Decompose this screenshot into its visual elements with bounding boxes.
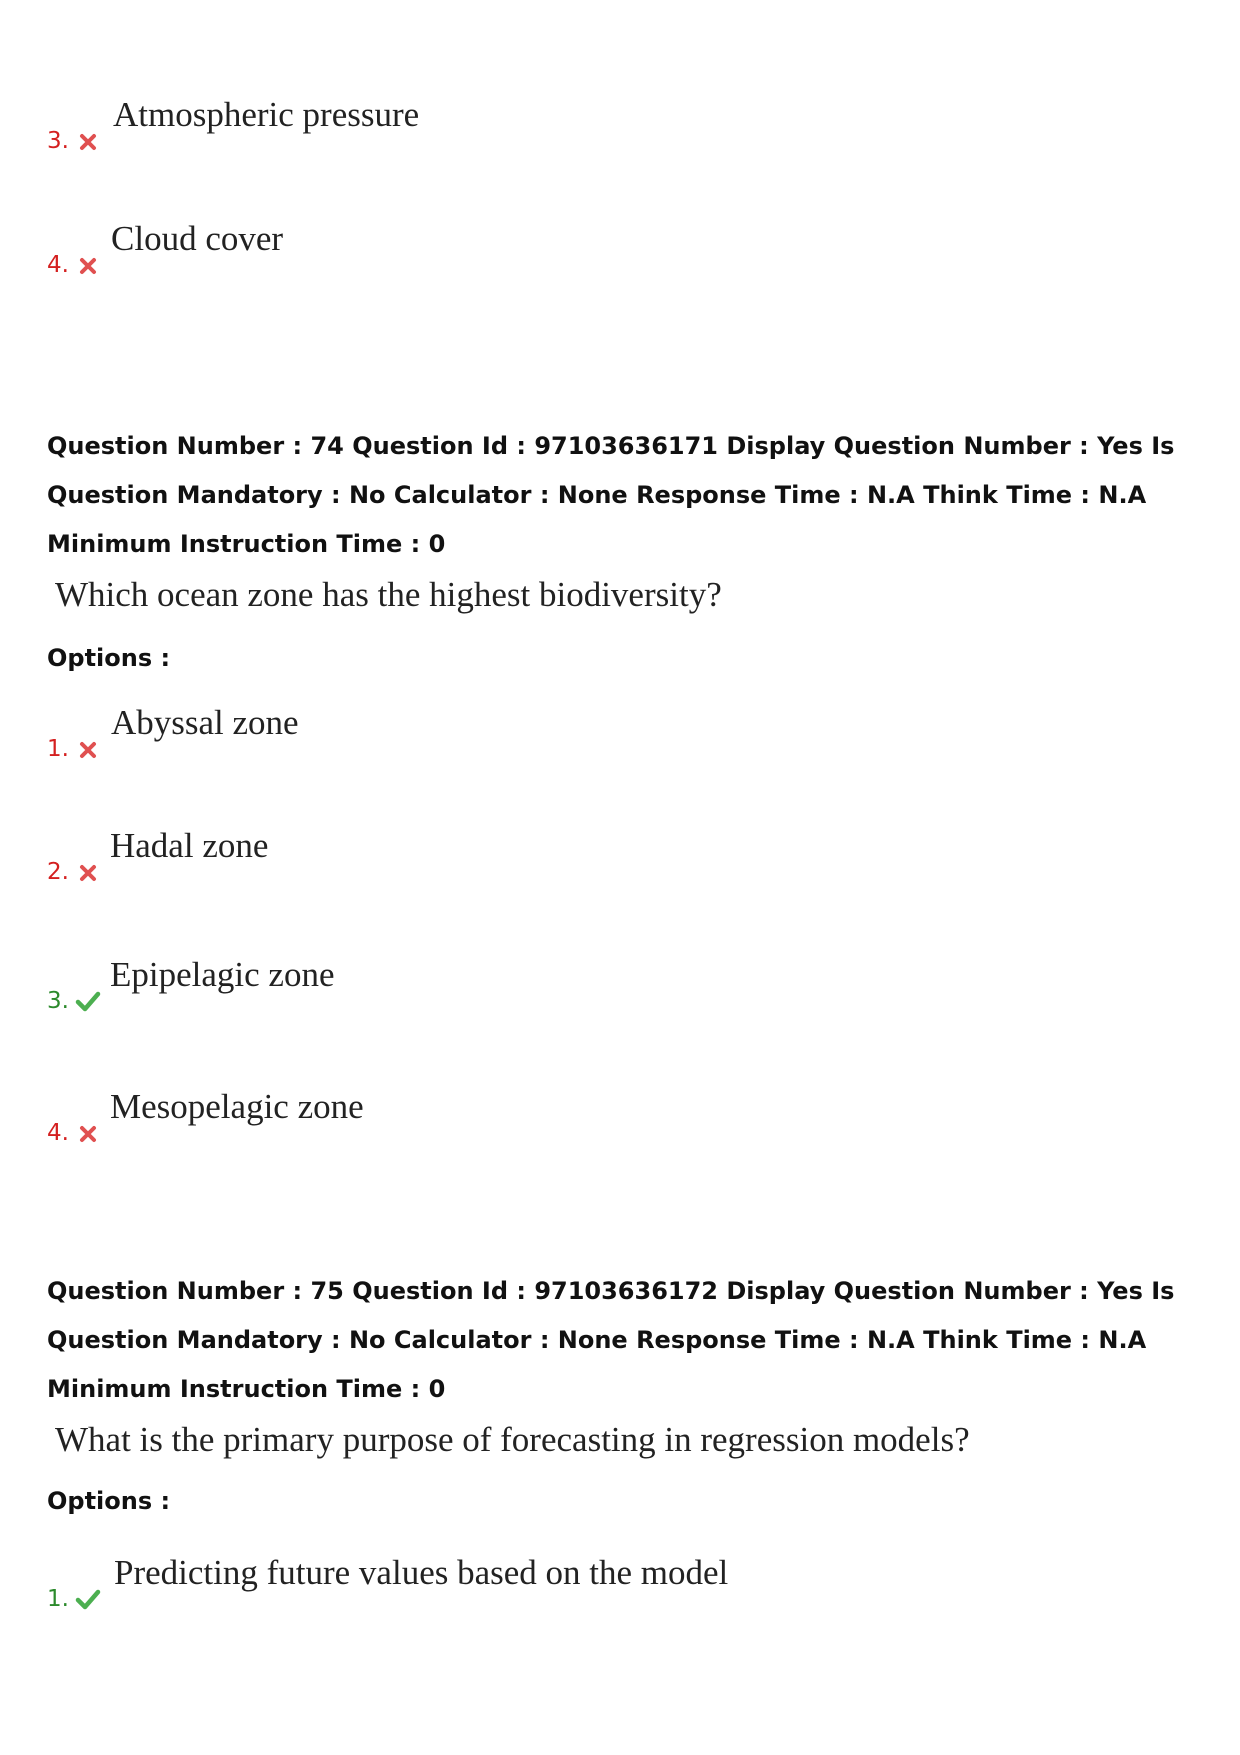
- option-row: [47, 955, 947, 1015]
- option-number: 3.: [47, 988, 69, 1014]
- check-icon: [75, 989, 101, 1013]
- option-row: [47, 826, 947, 886]
- cross-icon: [77, 1123, 99, 1145]
- option-number: 1.: [47, 736, 69, 762]
- option-number: 4.: [47, 1120, 69, 1146]
- option-text: Hadal zone: [110, 826, 269, 865]
- option-text: Predicting future values based on the model: [114, 1553, 729, 1592]
- option-text: Epipelagic zone: [110, 955, 335, 994]
- question-text: Which ocean zone has the highest biodiversity?: [55, 575, 722, 614]
- option-row: [47, 1087, 947, 1147]
- cross-icon: [77, 739, 99, 761]
- question-text: What is the primary purpose of forecasting in regression models?: [55, 1420, 970, 1459]
- option-row: [47, 95, 947, 155]
- option-text: Mesopelagic zone: [110, 1087, 364, 1126]
- option-row: [47, 703, 947, 763]
- option-row: [47, 1553, 947, 1613]
- option-number: 4.: [47, 252, 69, 278]
- cross-icon: [77, 255, 99, 277]
- option-number: 1.: [47, 1586, 69, 1612]
- option-number: 2.: [47, 859, 69, 885]
- check-icon: [75, 1587, 101, 1611]
- options-label: Options :: [47, 644, 171, 672]
- cross-icon: [77, 862, 99, 884]
- question-header: Question Number : 75 Question Id : 97103636172 Display Question Number : Yes Is Question Mandatory : No Calculator : None Response Time : N.A Think Time : N.A Minimum Instruction Time : 0: [47, 1277, 1175, 1403]
- option-number: 3.: [47, 128, 69, 154]
- option-row: [47, 219, 947, 279]
- cross-icon: [77, 131, 99, 153]
- options-label: Options :: [47, 1487, 171, 1515]
- question-header: Question Number : 74 Question Id : 97103636171 Display Question Number : Yes Is Question Mandatory : No Calculator : None Response Time : N.A Think Time : N.A Minimum Instruction Time : 0: [47, 432, 1175, 558]
- option-text: Atmospheric pressure: [113, 95, 420, 134]
- option-text: Abyssal zone: [111, 703, 299, 742]
- option-text: Cloud cover: [111, 219, 284, 258]
